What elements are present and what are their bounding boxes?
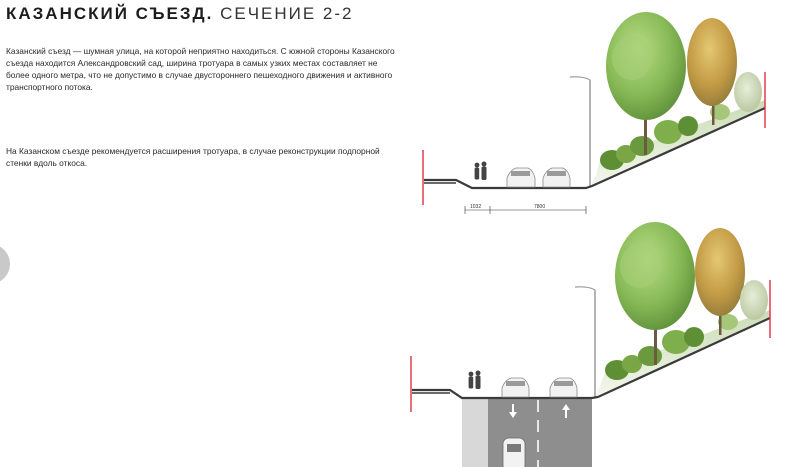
car-2 — [543, 168, 570, 187]
description-paragraph-1: Казанский съезд — шумная улица, на которой неприятно находиться. С южной стороны Казанского съезда находится Александровский сад, ширина тротуара в самых узких местах составляет не более одного метра, что не допустимо в случае двустороннего пешеходного движения и активного транспортного потока. — [6, 46, 395, 92]
retaining-wall-plan — [462, 398, 488, 467]
section-existing — [423, 12, 765, 214]
slope-vegetation — [595, 310, 770, 397]
title-street: КАЗАНСКИЙ СЪЕЗД. — [6, 4, 214, 23]
section-proposed — [411, 222, 770, 467]
tree-autumn — [687, 18, 737, 125]
street-lamp — [575, 287, 595, 397]
dimension-roadway: 7800 — [534, 204, 546, 210]
title-section: СЕЧЕНИЕ 2-2 — [220, 4, 354, 23]
pedestrians — [475, 162, 487, 181]
car-plan — [503, 438, 525, 467]
tree-autumn — [695, 228, 745, 335]
pedestrians — [469, 371, 481, 390]
street-lamp — [570, 77, 590, 186]
dimension-line — [465, 204, 586, 214]
shrubs — [600, 104, 730, 170]
car-2 — [550, 378, 577, 397]
car-1 — [507, 168, 535, 187]
description-paragraph-2: На Казанском съезде рекомендуется расширения тротуара, в случае реконструкции подпорной стенки вдоль откоса. — [6, 146, 380, 168]
car-1 — [502, 378, 529, 397]
dimension-sidewalk: 1032 — [470, 204, 482, 210]
tree-pale — [734, 72, 762, 112]
tree-pale — [740, 280, 768, 320]
slope-vegetation — [590, 100, 765, 186]
